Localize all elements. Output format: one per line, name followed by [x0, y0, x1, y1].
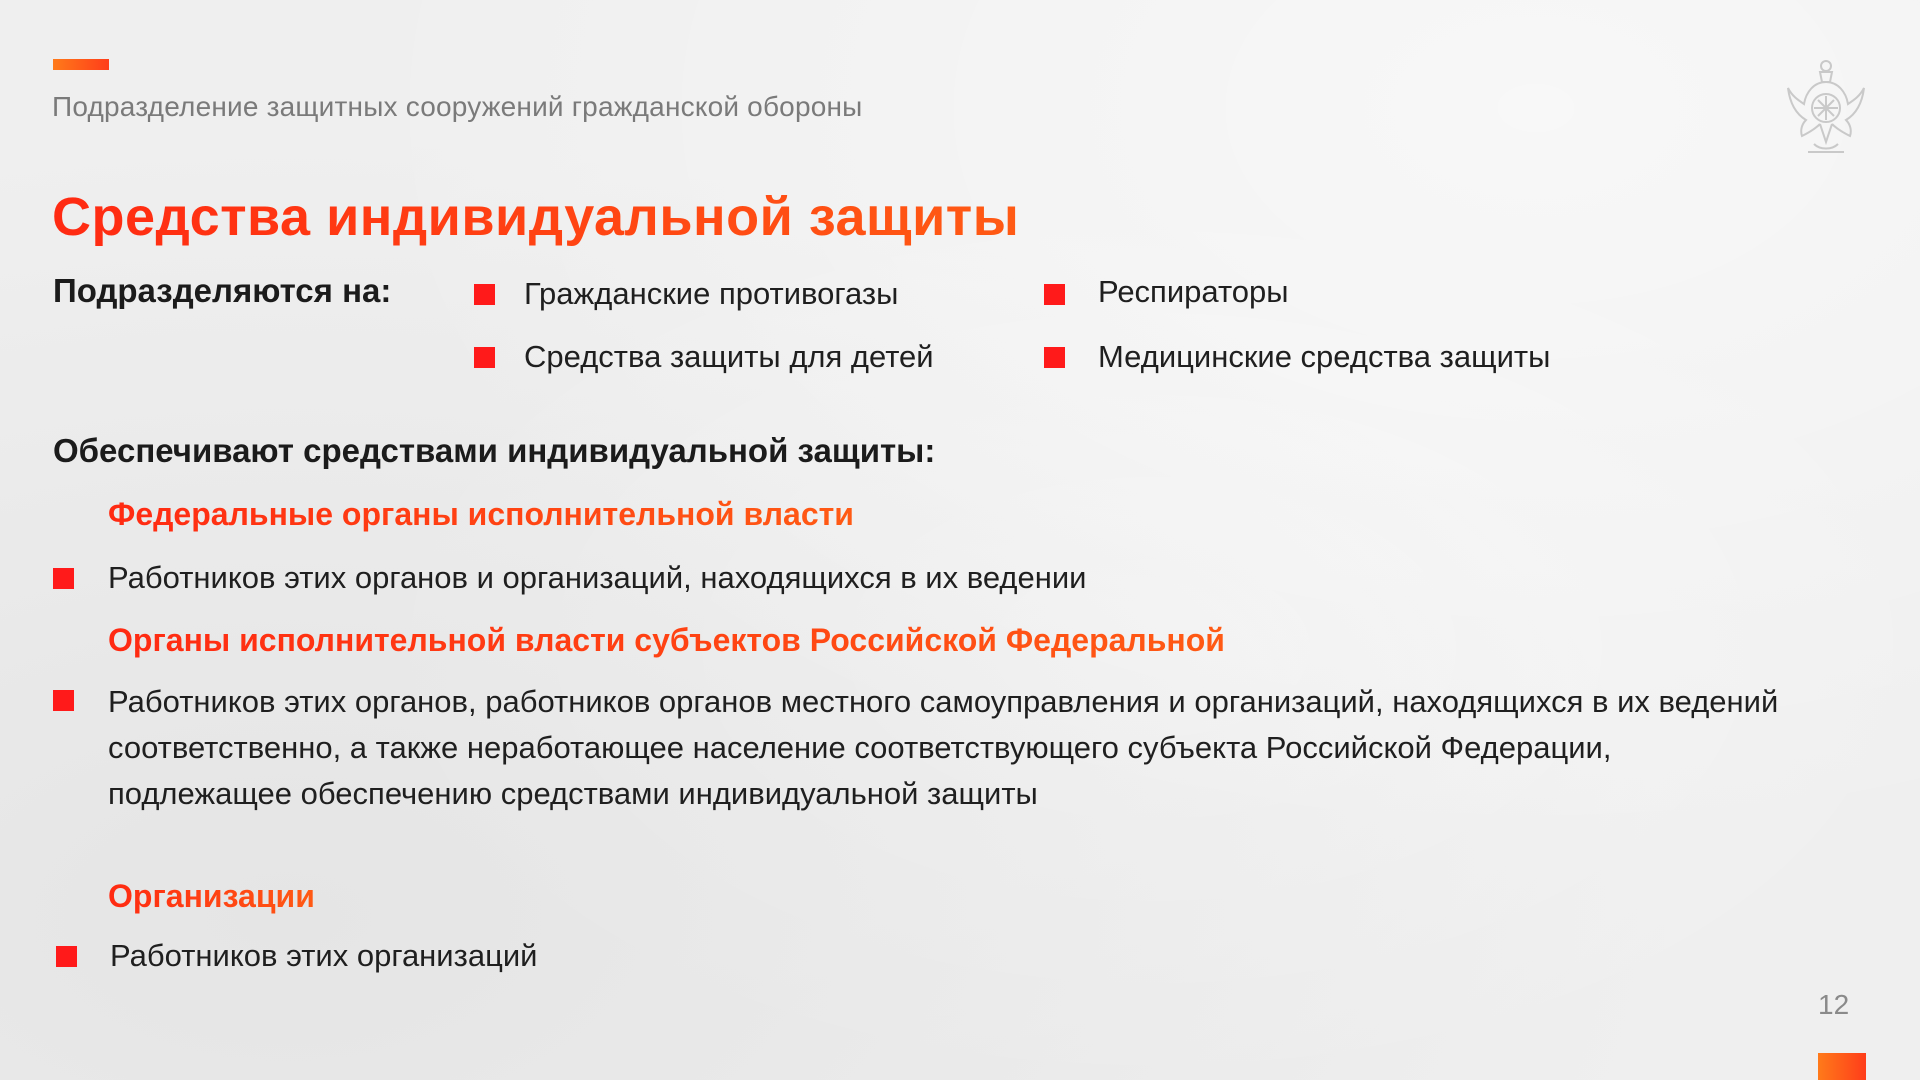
- slide-subtitle: Подразделение защитных сооружений гражданской обороны: [52, 91, 863, 122]
- bullet-icon: [56, 946, 77, 967]
- top-accent-bar: [53, 59, 109, 70]
- org-text-regional: Работников этих органов, работников органов местного самоуправления и организаций, находящихся в их ведений соответственно, а также неработающее население соответствующего субъекта Российской Федерации, подлежащее обеспечению средствами индивидуальной защиты: [108, 684, 1779, 811]
- bullet-icon: [474, 347, 495, 368]
- types-label: Подразделяются на:: [53, 272, 392, 309]
- org-heading-federal: Федеральные органы исполнительной власти: [108, 496, 854, 532]
- org-heading-organizations: Организации: [108, 878, 315, 914]
- bullet-icon: [474, 284, 495, 305]
- bullet-icon: [1044, 347, 1065, 368]
- type-item-gas-masks: Гражданские противогазы: [524, 276, 899, 311]
- type-item-child-protection: Средства защиты для детей: [524, 339, 934, 374]
- emchs-emblem-icon: [1784, 52, 1868, 164]
- type-item-medical-protection: Медицинские средства защиты: [1098, 339, 1551, 374]
- bullet-icon: [1044, 284, 1065, 305]
- provision-label: Обеспечивают средствами индивидуальной защиты:: [53, 432, 936, 469]
- bullet-icon: [53, 568, 74, 589]
- bottom-accent-bar: [1818, 1053, 1866, 1080]
- page-title: Средства индивидуальной защиты: [52, 187, 1020, 247]
- org-text-federal: Работников этих органов и организаций, находящихся в их ведении: [108, 560, 1087, 595]
- type-item-respirators: Респираторы: [1098, 274, 1289, 309]
- bullet-icon: [53, 690, 74, 711]
- org-text-organizations: Работников этих организаций: [110, 938, 538, 973]
- org-heading-regional: Органы исполнительной власти субъектов Российской Федеральной: [108, 622, 1225, 658]
- page-number: 12: [1818, 989, 1850, 1020]
